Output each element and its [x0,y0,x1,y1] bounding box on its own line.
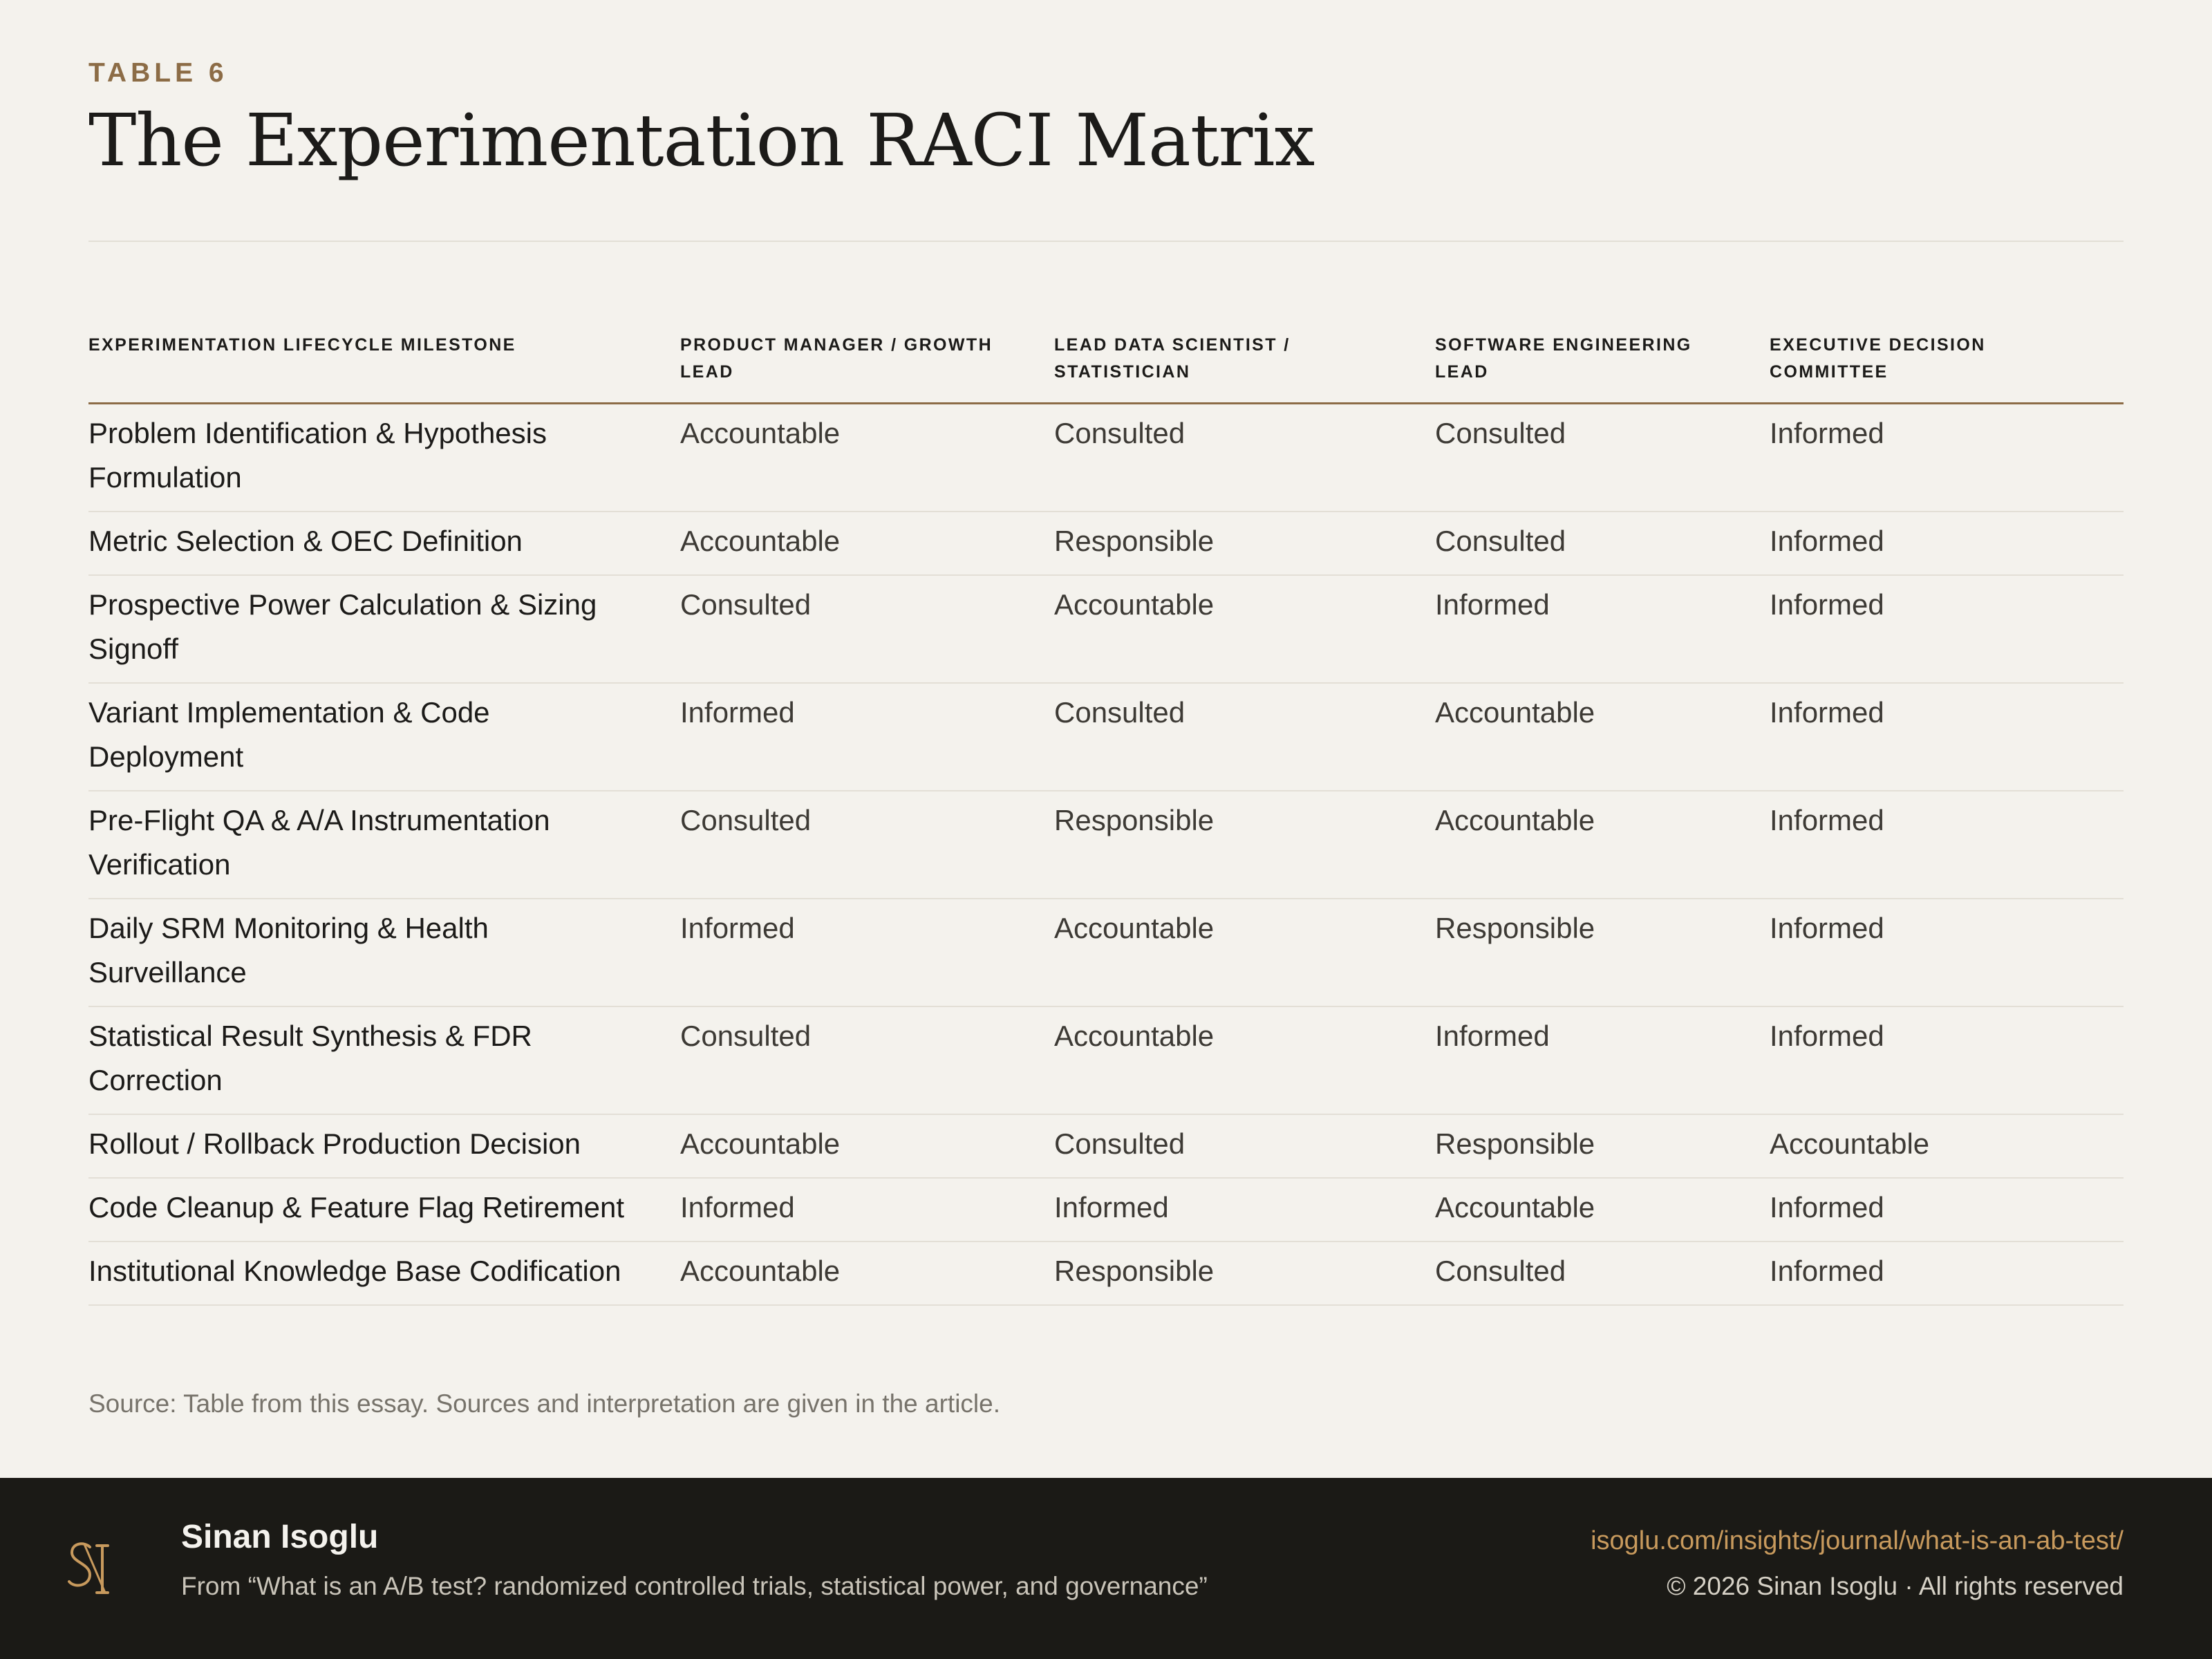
raci-cell: Consulted [680,575,1054,683]
raci-cell: Informed [1770,1241,2124,1305]
raci-cell: Consulted [680,1006,1054,1114]
raci-cell: Informed [1770,899,2124,1006]
raci-cell: Informed [680,899,1054,1006]
footer [0,1478,2212,1659]
raci-cell: Informed [1770,1006,2124,1114]
raci-cell: Responsible [1054,1241,1435,1305]
raci-cell: Consulted [1054,1114,1435,1178]
article-reference: From “What is an A/B test? randomized controlled trials, statistical power, and governance” [181,1572,1208,1600]
milestone-cell: Rollout / Rollback Production Decision [88,1114,680,1178]
milestone-cell: Pre-Flight QA & A/A Instrumentation Verification [88,791,680,899]
milestone-cell: Statistical Result Synthesis & FDR Correction [88,1006,680,1114]
table-row [88,1114,2124,1178]
table-row [88,1178,2124,1241]
page-title: The Experimentation RACI Matrix [88,98,1315,182]
article-link[interactable]: isoglu.com/insights/journal/what-is-an-ab-test/ [1591,1526,2124,1555]
table-row [88,512,2124,575]
page-content [88,0,2124,1478]
raci-cell: Informed [1770,1178,2124,1241]
raci-cell: Informed [1054,1178,1435,1241]
column-header-engineering-lead: SOFTWARE ENGINEERING LEAD [1435,332,1770,404]
title-divider [88,241,2124,242]
raci-cell: Informed [1770,512,2124,575]
raci-cell: Accountable [1435,683,1770,791]
milestone-cell: Daily SRM Monitoring & Health Surveillance [88,899,680,1006]
raci-cell: Responsible [1054,512,1435,575]
table-row [88,899,2124,1006]
raci-cell: Consulted [1054,683,1435,791]
raci-cell: Accountable [1054,1006,1435,1114]
raci-cell: Consulted [1435,1241,1770,1305]
si-monogram-icon [64,1537,120,1600]
raci-cell: Informed [680,1178,1054,1241]
column-header-milestone: EXPERIMENTATION LIFECYCLE MILESTONE [88,332,680,404]
raci-cell: Consulted [1435,404,1770,512]
column-header-product-manager: PRODUCT MANAGER / GROWTH LEAD [680,332,1054,404]
milestone-cell: Problem Identification & Hypothesis Formulation [88,404,680,512]
milestone-cell: Code Cleanup & Feature Flag Retirement [88,1178,680,1241]
milestone-cell: Institutional Knowledge Base Codification [88,1241,680,1305]
raci-cell: Accountable [680,512,1054,575]
table-row [88,683,2124,791]
raci-cell: Consulted [1054,404,1435,512]
author-name: Sinan Isoglu [181,1519,379,1555]
table-row [88,791,2124,899]
raci-cell: Accountable [680,1241,1054,1305]
table-row [88,1241,2124,1305]
source-note: Source: Table from this essay. Sources and interpretation are given in the article. [88,1389,1000,1418]
milestone-cell: Metric Selection & OEC Definition [88,512,680,575]
raci-cell: Informed [1770,683,2124,791]
raci-cell: Informed [1770,575,2124,683]
raci-cell: Accountable [1435,791,1770,899]
raci-table [88,332,2124,1306]
raci-cell: Accountable [1054,899,1435,1006]
table-row [88,1006,2124,1114]
column-header-executive-committee: EXECUTIVE DECISION COMMITTEE [1770,332,2124,404]
table-number: TABLE 6 [88,58,228,88]
raci-cell: Responsible [1435,899,1770,1006]
raci-cell: Informed [1770,404,2124,512]
raci-cell: Informed [680,683,1054,791]
raci-cell: Accountable [1770,1114,2124,1178]
milestone-cell: Prospective Power Calculation & Sizing Signoff [88,575,680,683]
copyright-notice: © 2026 Sinan Isoglu · All rights reserved [1667,1572,2124,1600]
raci-cell: Accountable [1435,1178,1770,1241]
raci-cell: Consulted [1435,512,1770,575]
raci-cell: Informed [1435,575,1770,683]
column-header-data-scientist: LEAD DATA SCIENTIST / STATISTICIAN [1054,332,1435,404]
raci-cell: Informed [1435,1006,1770,1114]
raci-cell: Responsible [1054,791,1435,899]
raci-cell: Accountable [1054,575,1435,683]
table-header-row [88,332,2124,404]
milestone-cell: Variant Implementation & Code Deployment [88,683,680,791]
table-row [88,575,2124,683]
raci-cell: Responsible [1435,1114,1770,1178]
raci-cell: Consulted [680,791,1054,899]
raci-cell: Accountable [680,404,1054,512]
raci-cell: Accountable [680,1114,1054,1178]
raci-cell: Informed [1770,791,2124,899]
table-row [88,404,2124,512]
